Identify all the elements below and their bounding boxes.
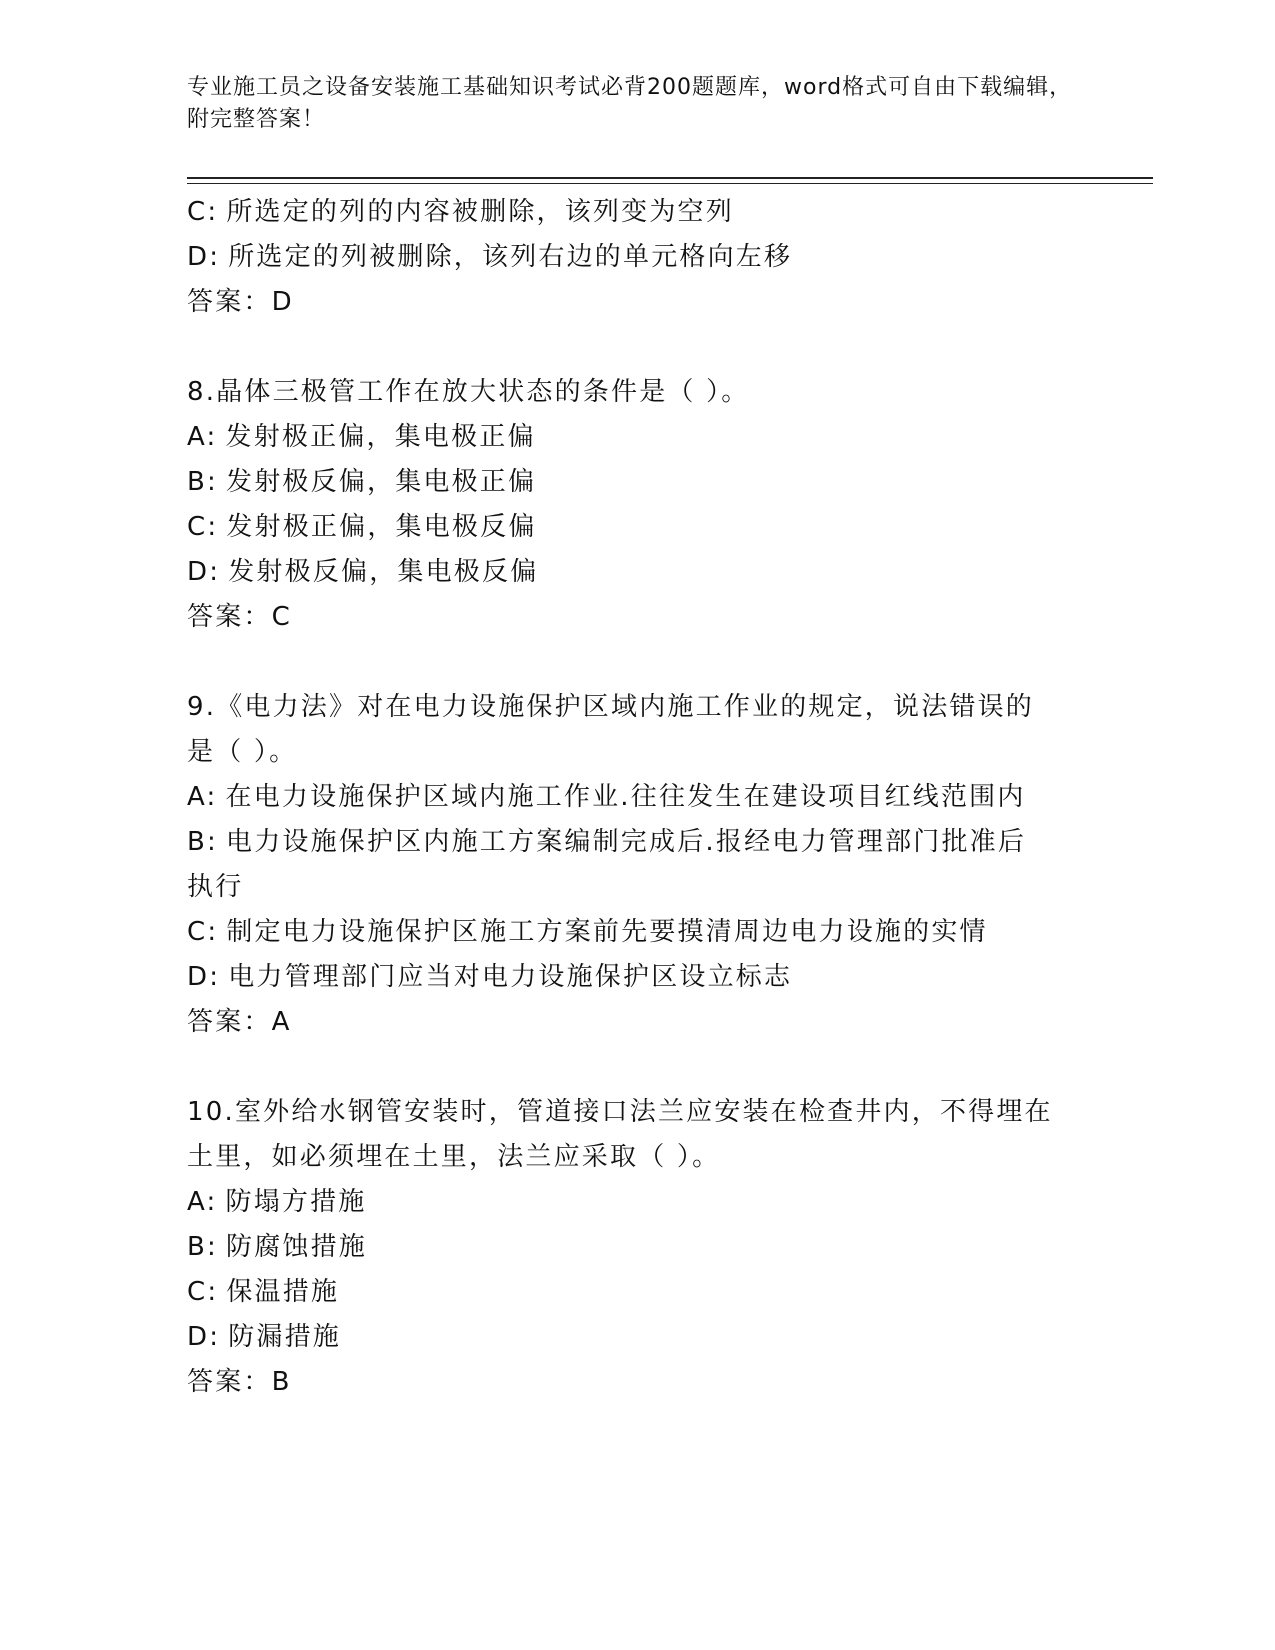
question-stem-cont: 土里，如必须埋在土里，法兰应采取（ ）。 [187, 1142, 721, 1172]
spacer [187, 1045, 1087, 1090]
header-rule-thin [187, 183, 1153, 184]
answer: 答案：D [187, 287, 294, 317]
option-d: D: 发射极反偏，集电极反偏 [187, 557, 539, 587]
option-c: C: 保温措施 [187, 1277, 340, 1307]
answer: 答案：B [187, 1367, 292, 1397]
question-stem-cont: 是（ ）。 [187, 737, 298, 767]
option-d: D: 所选定的列被删除，该列右边的单元格向左移 [187, 242, 793, 272]
answer: 答案：C [187, 602, 292, 632]
option-c: C: 发射极正偏，集电极反偏 [187, 512, 537, 542]
option-b: B: 电力设施保护区内施工方案编制完成后.报经电力管理部门批准后 [187, 827, 1027, 857]
question-stem: 10.室外给水钢管安装时，管道接口法兰应安装在检查井内，不得埋在 [187, 1097, 1053, 1127]
option-a: A: 在电力设施保护区域内施工作业.往往发生在建设项目红线范围内 [187, 782, 1026, 812]
question-stem: 9.《电力法》对在电力设施保护区域内施工作业的规定，说法错误的 [187, 692, 1035, 722]
option-b: B: 防腐蚀措施 [187, 1232, 368, 1262]
option-d: D: 电力管理部门应当对电力设施保护区设立标志 [187, 962, 793, 992]
document-header: 专业施工员之设备安装施工基础知识考试必背200题题库，word格式可自由下载编辑，附完整答案！ [187, 75, 1073, 132]
spacer [187, 325, 1087, 370]
option-a: A: 发射极正偏，集电极正偏 [187, 422, 536, 452]
document-body [187, 190, 1087, 1405]
option-b: B: 发射极反偏，集电极正偏 [187, 467, 537, 497]
option-a: A: 防塌方措施 [187, 1187, 367, 1217]
question-stem: 8.晶体三极管工作在放大状态的条件是（ ）。 [187, 377, 750, 407]
answer: 答案：A [187, 1007, 292, 1037]
header-rule-thick [187, 177, 1153, 179]
option-c: C: 制定电力设施保护区施工方案前先要摸清周边电力设施的实情 [187, 917, 988, 947]
option-b-cont: 执行 [187, 872, 244, 902]
spacer [187, 640, 1087, 685]
option-d: D: 防漏措施 [187, 1322, 341, 1352]
option-c: C: 所选定的列的内容被删除，该列变为空列 [187, 197, 734, 227]
